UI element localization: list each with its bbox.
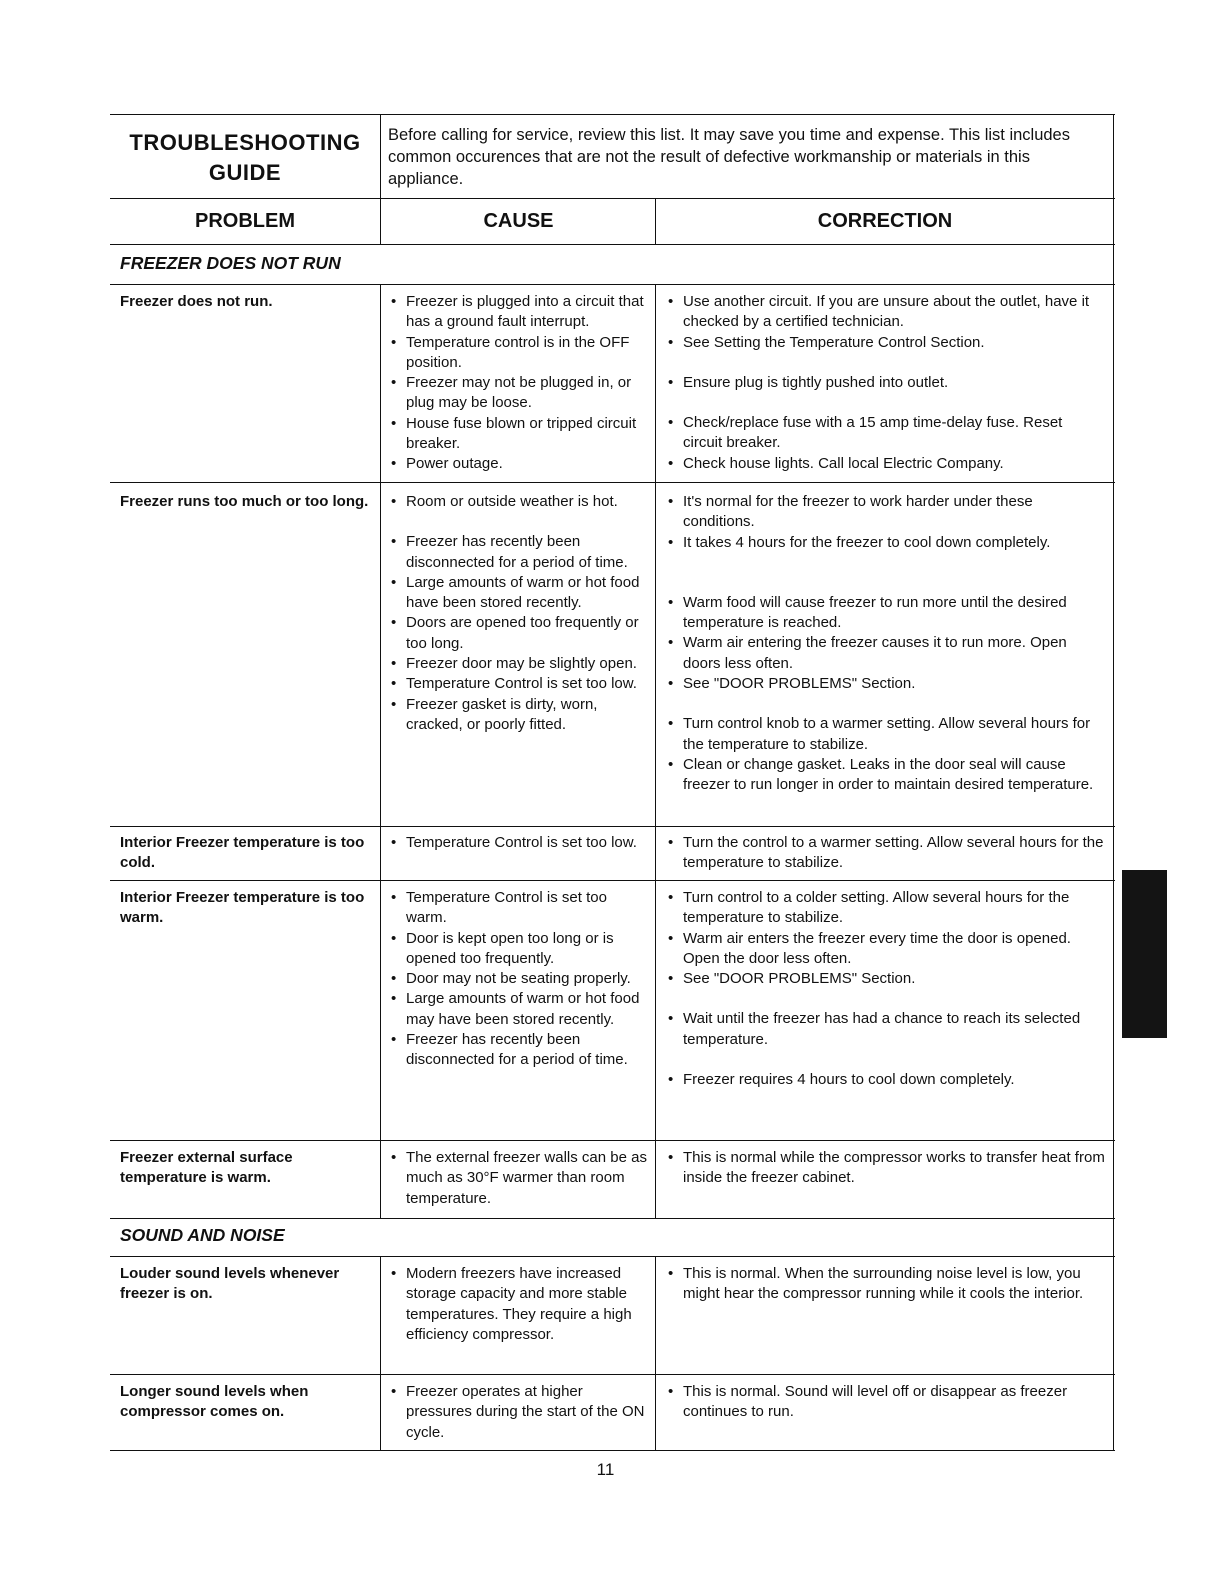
cause-list (388, 833, 648, 853)
cause-item: • Freezer operates at higher pressures during the start of the ON cycle. (388, 1382, 648, 1443)
correction-item: • This is normal while the compressor works to transfer heat from inside the freezer cabinet. (665, 1148, 1105, 1189)
correction-item: • See "DOOR PROBLEMS" Section. (665, 674, 1105, 694)
problem-cause-divider (380, 1256, 381, 1450)
correction-list (665, 492, 1105, 796)
guide-title-line2: GUIDE (208, 160, 282, 185)
correction-item: • It's normal for the freezer to work harder under these conditions. (665, 492, 1105, 533)
cause-item: • Temperature control is in the OFF position. (388, 333, 648, 374)
table-row (110, 1374, 1115, 1450)
table-row (110, 826, 1115, 880)
cause-item: • Freezer may not be plugged in, or plug may be loose. (388, 373, 648, 414)
bottom-rule (110, 1450, 1115, 1451)
cause-item: • Temperature Control is set too low. (388, 674, 648, 694)
column-head-rule (110, 198, 1115, 199)
cause-list (388, 1264, 648, 1345)
problem-text: Freezer runs too much or too long. (120, 493, 369, 510)
cause-item: • Modern freezers have increased storage capacity and more stable temperatures. They require a high efficiency compressor. (388, 1264, 648, 1345)
correction-list (665, 888, 1105, 1090)
correction-list (665, 292, 1105, 474)
correction-item: • Use another circuit. If you are unsure about the outlet, have it checked by a certified technician. (665, 292, 1105, 333)
problem-text: Longer sound levels when compressor comes on. (120, 1383, 309, 1420)
column-head-problem: PROBLEM (195, 210, 295, 232)
right-rule (1113, 284, 1114, 1218)
cause-list (388, 888, 648, 1071)
guide-title-line1: TROUBLESHOOTING (129, 130, 361, 155)
cause-item: • Large amounts of warm or hot food may have been stored recently. (388, 989, 648, 1030)
cause-list (388, 1382, 648, 1443)
correction-item: • Check house lights. Call local Electric Company. (665, 454, 1105, 474)
page-number: 11 (596, 1460, 615, 1479)
correction-item: • See "DOOR PROBLEMS" Section. (665, 969, 1105, 989)
column-head-cause: CAUSE (483, 210, 554, 232)
table-row (110, 880, 1115, 1140)
cause-item: • Freezer is plugged into a circuit that has a ground fault interrupt. (388, 292, 648, 333)
cause-list (388, 1148, 648, 1209)
correction-item: • Turn control to a colder setting. Allow several hours for the temperature to stabilize. (665, 888, 1105, 929)
cause-item: • Room or outside weather is hot. (388, 492, 648, 512)
correction-item: • See Setting the Temperature Control Section. (665, 333, 1105, 353)
right-rule (1113, 1218, 1114, 1450)
correction-item: • Ensure plug is tightly pushed into outlet. (665, 373, 1105, 393)
correction-item: • Turn control knob to a warmer setting. Allow several hours for the temperature to stabilize. (665, 714, 1105, 755)
problem-text: Interior Freezer temperature is too warm. (120, 889, 365, 926)
cause-item: • House fuse blown or tripped circuit breaker. (388, 414, 648, 455)
correction-item: • It takes 4 hours for the freezer to cool down completely. (665, 533, 1105, 553)
correction-item: • Warm air enters the freezer every time the door is opened. Open the door less often. (665, 929, 1105, 970)
cause-correction-divider (655, 284, 656, 1218)
cause-list (388, 492, 648, 735)
column-head-right-rule (1113, 198, 1114, 284)
problem-text: Freezer does not run. (120, 293, 273, 310)
column-head-bottom-rule (110, 244, 1115, 245)
table-row (110, 1256, 1115, 1374)
correction-item: • Check/replace fuse with a 15 amp time-delay fuse. Reset circuit breaker. (665, 413, 1105, 454)
cause-item: • Doors are opened too frequently or too long. (388, 613, 648, 654)
cause-item: • Freezer door may be slightly open. (388, 654, 648, 674)
cause-item: • Large amounts of warm or hot food have been stored recently. (388, 573, 648, 614)
correction-item: • Turn the control to a warmer setting. Allow several hours for the temperature to stabilize. (665, 833, 1105, 874)
problem-text: Freezer external surface temperature is warm. (120, 1149, 293, 1186)
top-rule (110, 114, 1115, 115)
cause-item: • Freezer has recently been disconnected for a period of time. (388, 532, 648, 573)
cause-list (388, 292, 648, 475)
problem-cause-divider (380, 284, 381, 1218)
cause-item: • Temperature Control is set too warm. (388, 888, 648, 929)
correction-item: • Freezer requires 4 hours to cool down completely. (665, 1070, 1105, 1090)
column-head-correction: CORRECTION (817, 210, 953, 232)
header-right-rule (1113, 114, 1114, 198)
cause-item: • The external freezer walls can be as much as 30°F warmer than room temperature. (388, 1148, 648, 1209)
cause-item: • Door may not be seating properly. (388, 969, 648, 989)
cause-item: • Power outage. (388, 454, 648, 474)
cause-item: • Freezer gasket is dirty, worn, cracked, or poorly fitted. (388, 695, 648, 736)
cause-item: • Door is kept open too long or is opened too frequently. (388, 929, 648, 970)
correction-list (665, 1382, 1105, 1423)
header-divider (380, 114, 381, 244)
section-rule (110, 1218, 1115, 1219)
problem-text: Louder sound levels whenever freezer is on. (120, 1265, 340, 1302)
correction-item: • Warm air entering the freezer causes it to run more. Open doors less often. (665, 633, 1105, 674)
correction-item: • This is normal. Sound will level off or disappear as freezer continues to run. (665, 1382, 1105, 1423)
correction-item: • Warm food will cause freezer to run more until the desired temperature is reached. (665, 593, 1105, 634)
table-row (110, 1140, 1115, 1218)
problem-text: Interior Freezer temperature is too cold. (120, 834, 365, 871)
intro-text: Before calling for service, review this list. It may save you time and expense. This list includes common occurences that are not the result of defective workmanship or materials in this appliance. (388, 126, 1070, 188)
table-row (110, 482, 1115, 826)
section-title: FREEZER DOES NOT RUN (120, 253, 341, 273)
column-head-divider (655, 198, 656, 244)
section-thumb-tab (1122, 870, 1167, 1038)
cause-item: • Freezer has recently been disconnected for a period of time. (388, 1030, 648, 1071)
correction-item: • Wait until the freezer has had a chance to reach its selected temperature. (665, 1009, 1105, 1050)
correction-item: • This is normal. When the surrounding noise level is low, you might hear the compressor running while it cools the interior. (665, 1264, 1105, 1305)
correction-list (665, 1264, 1105, 1305)
cause-correction-divider (655, 1256, 656, 1450)
section-title: SOUND AND NOISE (120, 1225, 285, 1245)
cause-item: • Temperature Control is set too low. (388, 833, 648, 853)
correction-list (665, 1148, 1105, 1189)
correction-list (665, 833, 1105, 874)
table-row (110, 284, 1115, 482)
correction-item: • Clean or change gasket. Leaks in the door seal will cause freezer to run longer in order to maintain desired temperature. (665, 755, 1105, 796)
